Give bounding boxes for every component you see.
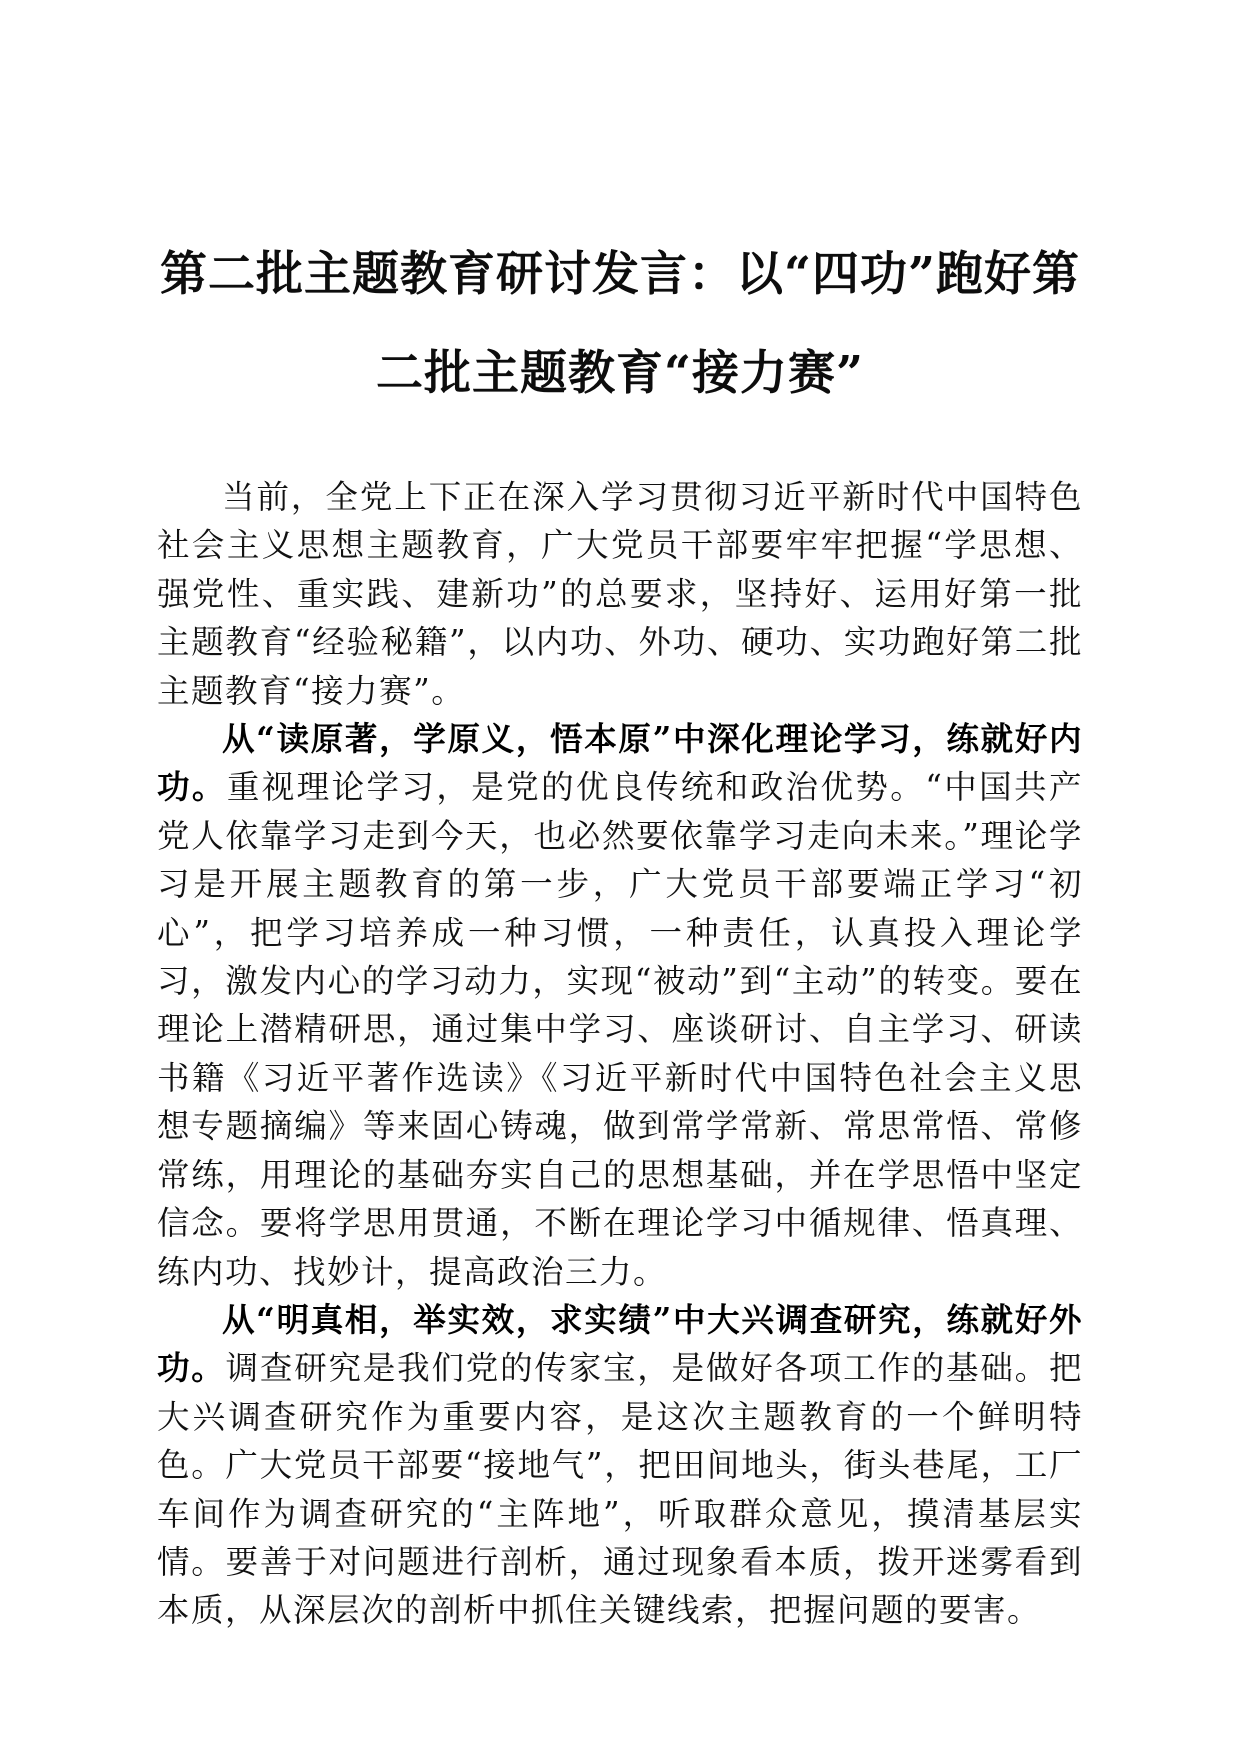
document-title — [150, 225, 1090, 423]
paragraph-inner-skill-text: 重视理论学习，是党的优良传统和政治优势。“中国共产党人依靠学习走到今天，也必然要依靠学习走向未来。”理论学习是开展主题教育的第一步，广大党员干部要端正学习“初心”，把学习培养成一种习惯，一种责任，认真投入理论学习，激发内心的学习动力，实现“被动”到“主动”的转变。要在理论上潜精研思，通过集中学习、座谈研讨、自主学习、研读书籍《习近平著作选读》《习近平新时代中国特色社会主义思想专题摘编》等来固心铸魂，做到常学常新、常思常悟、常修常练，用理论的基础夯实自己的思想基础，并在学思悟中坚定信念。要将学思用贯通，不断在理论学习中循规律、悟真理、练内功、找妙计，提高政治三力。 — [157, 768, 1083, 1291]
paragraph-outer-skill-lead: 从“明真相，举实效，求实绩”中大兴调查研究，练就好外功。 — [157, 1299, 1083, 1388]
paragraph-inner-skill — [157, 715, 1083, 1296]
paragraph-outer-skill-text: 调查研究是我们党的传家宝，是做好各项工作的基础。把大兴调查研究作为重要内容，是这次主题教育的一个鲜明特色。广大党员干部要“接地气”，把田间地头，街头巷尾，工厂车间作为调查研究的“主阵地”，听取群众意见，摸清基层实情。要善于对问题进行剖析，通过现象看本质，拨开迷雾看到本质，从深层次的剖析中抓住关键线索，把握问题的要害。 — [157, 1349, 1083, 1630]
paragraph-outer-skill — [157, 1296, 1083, 1635]
paragraph-inner-skill-lead: 从“读原著，学原义，悟本原”中深化理论学习，练就好内功。 — [157, 719, 1083, 807]
paragraph-intro — [157, 473, 1083, 715]
title-line-1: 第二批主题教育研讨发言：以“四功”跑好第 — [159, 247, 1081, 302]
document-body — [157, 473, 1083, 1635]
paragraph-intro-text: 当前，全党上下正在深入学习贯彻习近平新时代中国特色社会主义思想主题教育，广大党员干部要牢牢把握“学思想、强党性、重实践、建新功”的总要求，坚持好、运用好第一批主题教育“经验秘籍”，以内功、外功、硬功、实功跑好第二批主题教育“接力赛”。 — [157, 478, 1083, 710]
title-line-2: 二批主题教育“接力赛” — [375, 346, 865, 401]
